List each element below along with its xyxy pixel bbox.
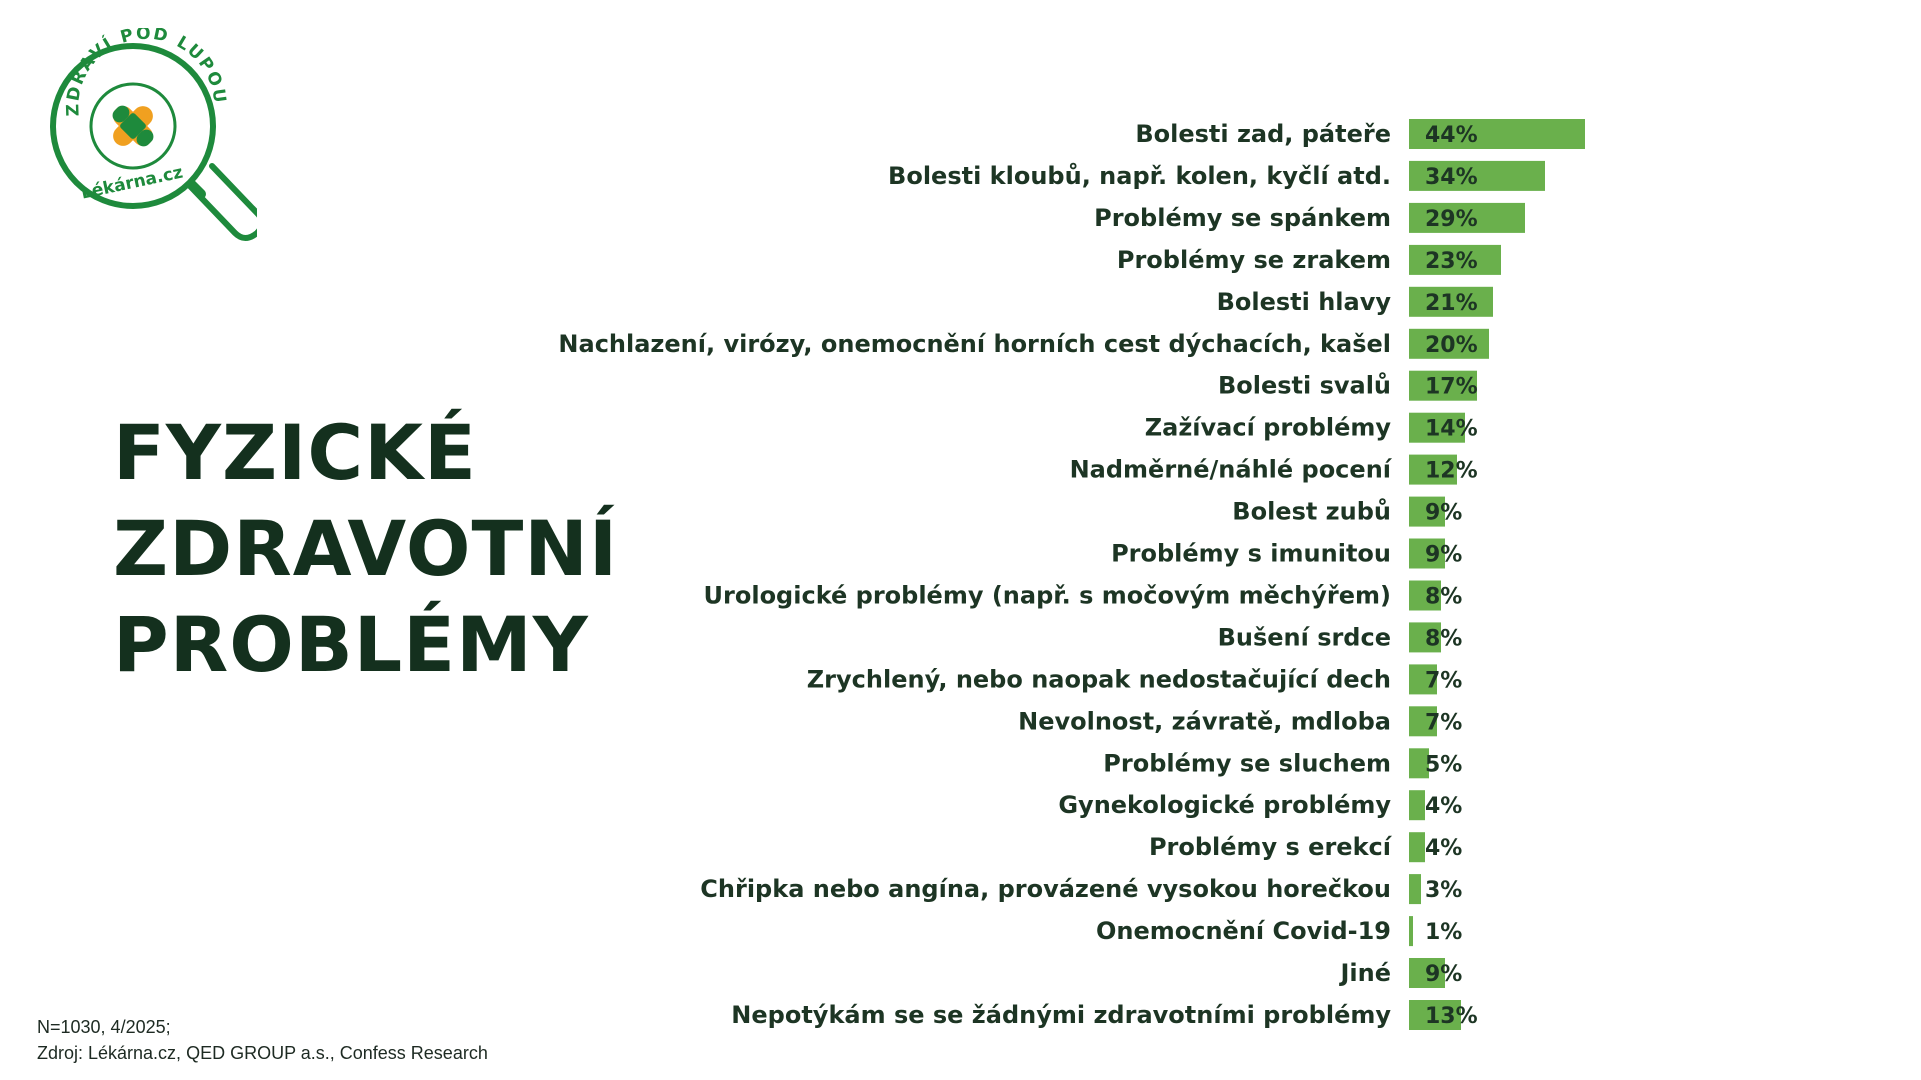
category-label: Bolesti zad, páteře (1135, 120, 1391, 148)
source-credit-text: Zdroj: Lékárna.cz, QED GROUP a.s., Confess Research (37, 1043, 488, 1063)
category-label: Problémy s erekcí (1148, 833, 1391, 862)
value-label: 14% (1425, 416, 1478, 442)
value-label: 4% (1425, 794, 1463, 820)
category-label: Nevolnost, závratě, mdloba (1018, 707, 1391, 736)
category-label: Urologické problémy (např. s močovým měchýřem) (703, 581, 1391, 610)
title-line-2: ZDRAVOTNÍ (113, 504, 619, 593)
value-label: 9% (1425, 500, 1463, 526)
category-label: Gynekologické problémy (1058, 791, 1391, 820)
category-label: Nepotýkám se se žádnými zdravotními problémy (731, 1001, 1391, 1029)
category-label: Bolesti svalů (1217, 371, 1391, 400)
value-label: 21% (1425, 290, 1478, 316)
sample-size-text: N=1030, 4/2025; (37, 1017, 171, 1037)
title-line-1: FYZICKÉ (113, 408, 477, 497)
value-label: 9% (1425, 962, 1463, 987)
title-line-3: PROBLÉMY (113, 600, 589, 689)
category-label: Bolesti hlavy (1216, 287, 1391, 316)
value-label: 8% (1425, 626, 1463, 652)
value-label: 7% (1425, 710, 1463, 736)
value-label: 12% (1425, 458, 1478, 484)
category-label: Problémy se sluchem (1103, 749, 1391, 778)
value-label: 17% (1425, 374, 1478, 400)
value-label: 1% (1425, 920, 1463, 946)
bar (1409, 790, 1425, 820)
bar (1409, 916, 1413, 946)
value-label: 5% (1425, 752, 1463, 778)
category-label: Nadměrné/náhlé pocení (1069, 455, 1391, 484)
category-label: Problémy se spánkem (1094, 203, 1391, 232)
logo-ring-text: ZDRAVÍ POD LUPOU (63, 28, 230, 117)
value-label: 3% (1425, 878, 1463, 904)
category-label: Bušení srdce (1217, 623, 1391, 652)
source-note (37, 1014, 488, 1066)
value-label: 34% (1425, 164, 1478, 190)
bar (1409, 832, 1425, 862)
value-label: 4% (1425, 836, 1463, 862)
category-label: Onemocnění Covid-19 (1095, 917, 1391, 946)
value-label: 20% (1425, 332, 1478, 358)
value-label: 29% (1425, 206, 1478, 232)
category-label: Zažívací problémy (1144, 413, 1391, 442)
category-label: Jiné (1340, 959, 1391, 987)
bar (1409, 874, 1421, 904)
value-label: 44% (1425, 123, 1478, 148)
value-label: 7% (1425, 668, 1463, 694)
value-label: 8% (1425, 584, 1463, 610)
category-label: Problémy se zrakem (1116, 245, 1391, 274)
category-label: Bolesti kloubů, např. kolen, kyčlí atd. (888, 161, 1391, 190)
category-label: Bolest zubů (1232, 497, 1391, 526)
category-label: Zrychlený, nebo naopak nedostačující dech (806, 665, 1391, 694)
value-label: 23% (1425, 248, 1478, 274)
value-label: 13% (1425, 1004, 1478, 1029)
value-label: 9% (1425, 542, 1463, 568)
logo-brand-text: Lékárna.cz (79, 162, 185, 204)
category-label: Nachlazení, virózy, onemocnění horních cest dýchacích, kašel (558, 329, 1391, 358)
category-label: Chřipka nebo angína, provázené vysokou horečkou (700, 875, 1391, 904)
category-label: Problémy s imunitou (1111, 539, 1391, 568)
